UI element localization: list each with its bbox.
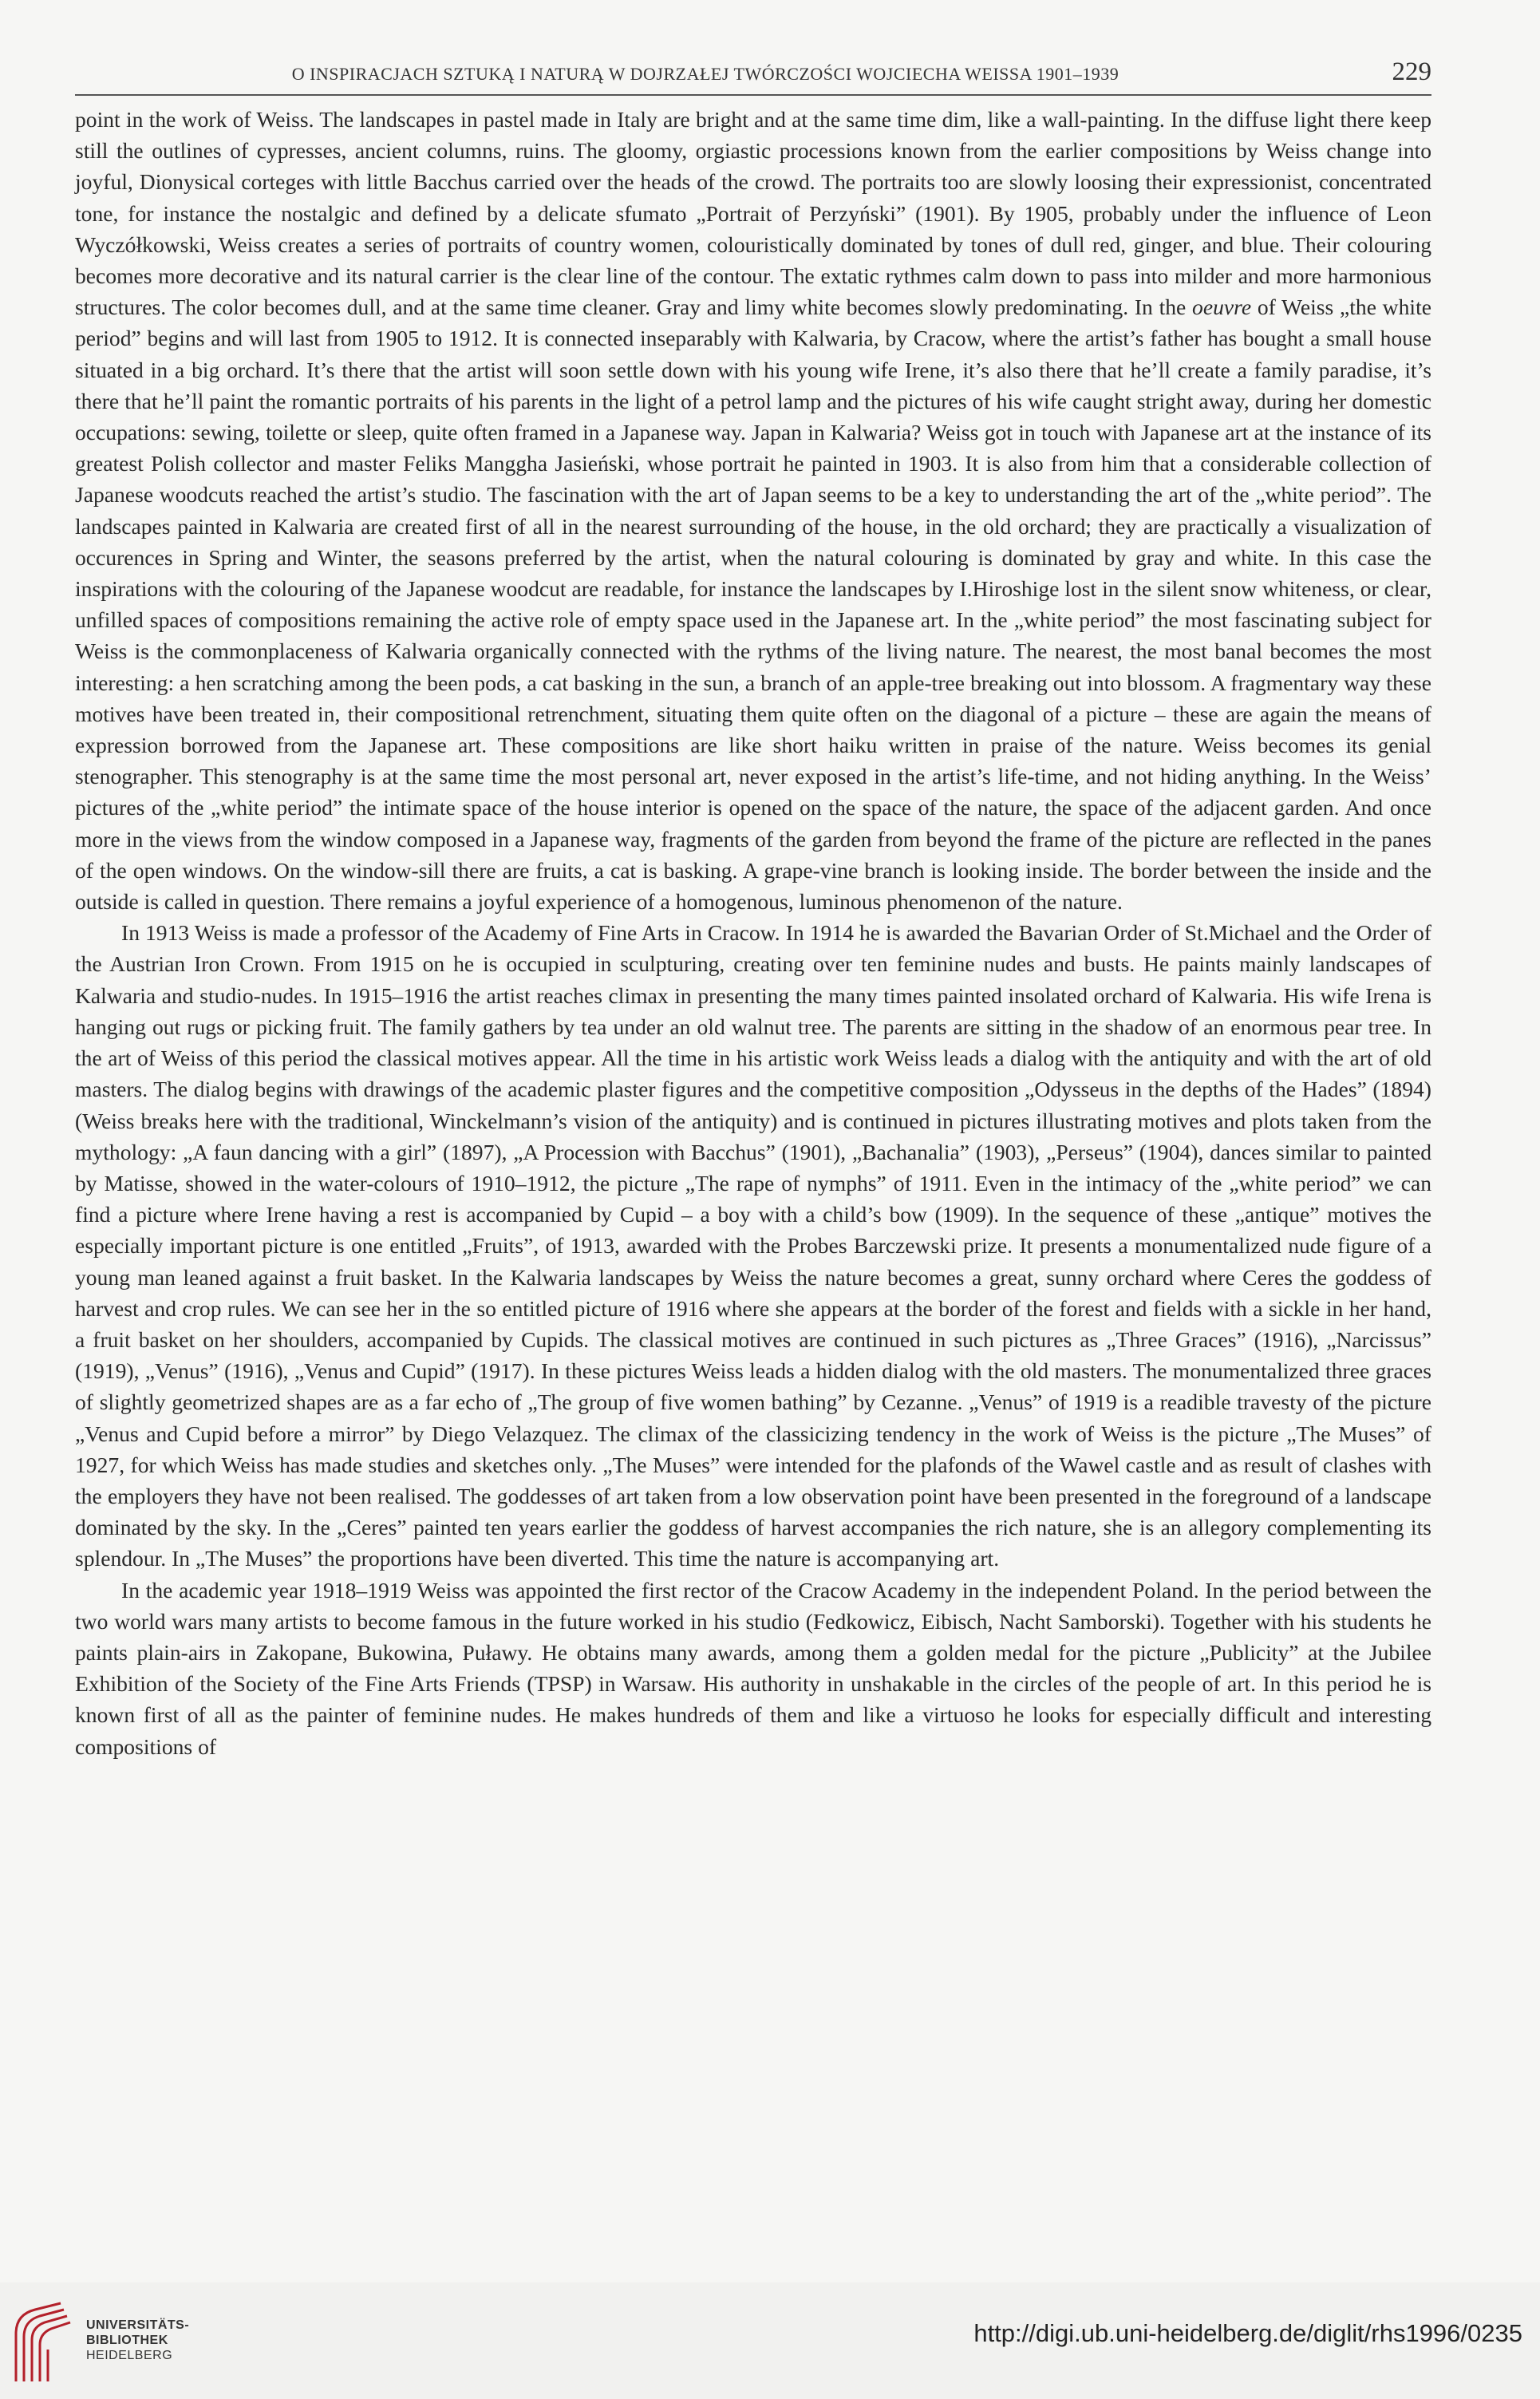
italic-term: oeuvre: [1192, 294, 1252, 320]
library-logo-icon: [11, 2298, 75, 2386]
running-title: O INSPIRACJACH SZTUKĄ I NATURĄ W DOJRZAŁEJ TWÓRCZOŚCI WOJCIECHA WEISSA 1901–1939: [291, 64, 1119, 84]
body-text: [75, 104, 1431, 1762]
page-number: 229: [1392, 57, 1431, 86]
library-name-line-3: HEIDELBERG: [86, 2349, 173, 2362]
digitization-footer: [0, 2282, 1540, 2399]
library-name: [86, 2318, 189, 2363]
page-header: [75, 57, 1431, 96]
logo-strokes: [16, 2303, 70, 2381]
paragraph-2: In 1913 Weiss is made a professor of the Academy of Fine Arts in Cracow. In 1914 he is awarded the Bavarian Order of St.Michael and the Order of the Austrian Iron Crown. From 1915 on he is occupied in sculpturing, creating over ten feminine nudes and busts. He paints mainly landscapes of Kalwaria and studio-nudes. In 1915–1916 the artist reaches climax in presenting the many times painted insolated orchard of Kalwaria. His wife Irena is hanging out rugs or picking fruit. The family gathers by tea under an old walnut tree. The parents are sitting in the shadow of an enormous pear tree. In the art of Weiss of this period the classical motives appear. All the time in his artistic work Weiss leads a dialog with the antiquity and with the art of old masters. The dialog begins with drawings of the academic plaster figures and the competitive composition „Odysseus in the depths of the Hades” (1894) (Weiss breaks here with the traditional, Winckelmann’s vision of the antiquity) and is continued in pictures illustrating motives and plots taken from the mythology: „A faun dancing with a girl” (1897), „A Procession with Bacchus” (1901), „Bachanalia” (1903), „Perseus” (1904), dances similar to painted by Matisse, showed in the water-colours of 1910–1912, the picture „The rape of nymphs” of 1911. Even in the intimacy of the „white period” we can find a picture where Irene having a rest is accompanied by Cupid – a boy with a child’s bow (1909). In the sequence of these „antique” motives the especially important picture is one entitled „Fruits”, of 1913, awarded with the Probes Barczewski prize. It presents a monumentalized nude figure of a young man leaned against a fruit basket. In the Kalwaria landscapes by Weiss the nature becomes a great, sunny orchard where Ceres the goddess of harvest and crop rules. We can see her in the so entitled picture of 1916 where she appears at the border of the forest and fields with a sickle in her hand, a fruit basket on her shoulders, accompanied by Cupids. The classical motives are continued in such pictures as „Three Graces” (1916), „Narcissus” (1919), „Venus” (1916), „Venus and Cupid” (1917). In these pictures Weiss leads a hidden dialog with the old masters. The monumentalized three graces of slightly geometrized shapes are as a far echo of „The group of five women bathing” by Cezanne. „Venus” of 1919 is a readible travesty of the picture „Venus and Cupid before a mirror” by Diego Velazquez. The climax of the classicizing tendency in the work of Weiss is the picture „The Muses” of 1927, for which Weiss has made studies and sketches only. „The Muses” were intended for the plafonds of the Wawel castle and as result of clashes with the employers they have not been realised. The goddesses of art taken from a low observation point have been presented in the foreground of a landscape dominated by the sky. In the „Ceres” painted ten years earlier the goddess of harvest accompanies the rich nature, she is an allegory complementing its splendour. In „The Muses” the proportions have been diverted. This time the nature is accompanying art.: [75, 920, 1431, 1571]
library-name-line-2: BIBLIOTHEK: [86, 2334, 168, 2347]
source-url-link[interactable]: http://digi.ub.uni-heidelberg.de/diglit/rhs1996/0235: [973, 2319, 1522, 2347]
paragraph-1: point in the work of Weiss. The landscapes in pastel made in Italy are bright and at the same time dim, like a wall-painting. In the diffuse light there keep still the outlines of cypresses, ancient columns, ruins. The gloomy, orgiastic processions known from the earlier compositions by Weiss change into joyful, Dionysical corteges with little Bacchus carried over the heads of the crowd. The portraits too are slowly loosing their expressionist, concentrated tone, for instance the nostalgic and defined by a delicate sfumato „Portrait of Perzyński” (1901). By 1905, probably under the influence of Leon Wyczółkowski, Weiss creates a series of portraits of country women, colouristically dominated by tones of dull red, ginger, and blue. Their colouring becomes more decorative and its natural carrier is the clear line of the contour. The extatic rythmes calm down to pass into milder and more harmonious structures. The color becomes dull, and at the same time cleaner. Gray and limy white becomes slowly predominating. In the oeuvre of Weiss „the white period” begins and will last from 1905 to 1912. It is connected inseparably with Kalwaria, by Cracow, where the artist’s father has bought a small house situated in a big orchard. It’s there that the artist will soon settle down with his young wife Irene, it’s also there that he’ll create a family paradise, it’s there that he’ll paint the romantic portraits of his parents in the light of a petrol lamp and the pictures of his wife caught stright away, during her domestic occupations: sewing, toilette or sleep, quite often framed in a Japanese way. Japan in Kalwaria? Weiss got in touch with Japanese art at the instance of its greatest Polish collector and master Feliks Manggha Jasieński, whose portrait he painted in 1903. It is also from him that a considerable collection of Japanese woodcuts reached the artist’s studio. The fascination with the art of Japan seems to be a key to understanding the art of the „white period”. The landscapes painted in Kalwaria are created first of all in the nearest surrounding of the house, in the old orchard; they are practically a visualization of occurences in Spring and Winter, the seasons preferred by the artist, when the natural colouring is dominated by gray and white. In this case the inspirations with the colouring of the Japanese woodcut are readable, for instance the landscapes by I.Hiroshige lost in the silent snow whiteness, or clear, unfilled spaces of compositions remaining the active role of empty space used in the Japanese art. In the „white period” the most fascinating subject for Weiss is the commonplaceness of Kalwaria organically connected with the rythms of the living nature. The nearest, the most banal becomes the most interesting: a hen scratching among the been pods, a cat basking in the sun, a branch of an apple-tree breaking out into blossom. A fragmentary way these motives have been treated in, their compositional retrenchment, situating them quite often on the diagonal of a picture – these are again the means of expression borrowed from the Japanese art. These compositions are like short haiku written in praise of the nature. Weiss becomes its genial stenographer. This stenography is at the same time the most personal art, never exposed in the artist’s life-time, and not hiding anything. In the Weiss’ pictures of the „white period” the intimate space of the house interior is opened on the space of the nature, the space of the adjacent garden. And once more in the views from the window composed in a Japanese way, fragments of the garden from beyond the frame of the picture are reflected in the panes of the open windows. On the window-sill there are fruits, a cat is basking. A grape-vine branch is looking inside. The border between the inside and the outside is called in question. There remains a joyful experience of a homogenous, luminous phenomenon of the nature.: [75, 107, 1431, 915]
library-name-line-1: UNIVERSITÄTS-: [86, 2318, 190, 2332]
paragraph-3: In the academic year 1918–1919 Weiss was appointed the first rector of the Cracow Academy in the independent Poland. In the period between the two world wars many artists to become famous in the future worked in his studio (Fedkowicz, Eibisch, Nacht Samborski). Together with his students he paints plain-airs in Zakopane, Bukowina, Puławy. He obtains many awards, among them a golden medal for the picture „Publicity” at the Jubilee Exhibition of the Society of the Fine Arts Friends (TPSP) in Warsaw. His authority in unshakable in the circles of the people of art. In this period he is known first of all as the painter of feminine nudes. He makes hundreds of them and like a virtuoso he looks for especially difficult and interesting compositions of: [75, 1577, 1431, 1759]
